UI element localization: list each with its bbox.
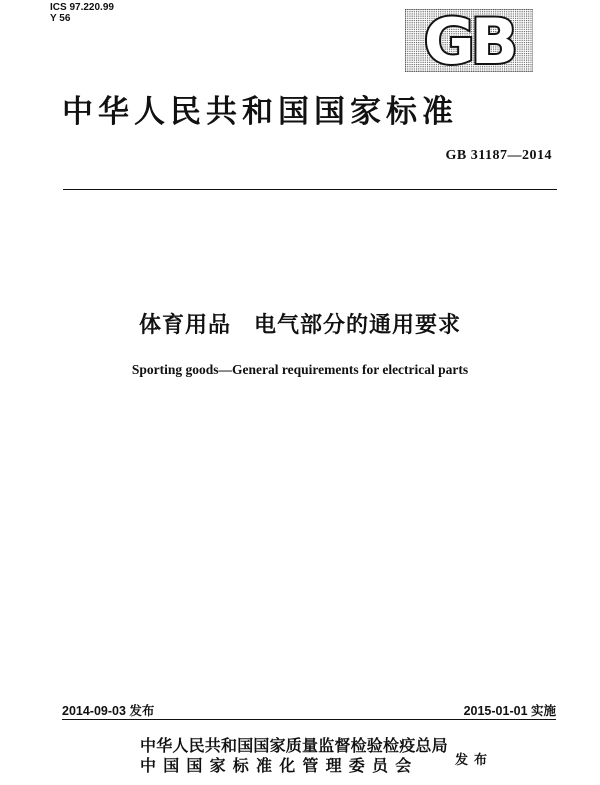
footer-divider [62,719,556,720]
issuing-authorities [140,736,448,776]
chinese-title: 体育用品 电气部分的通用要求 [138,313,461,338]
ccs-code: Y 56 [50,13,71,24]
gb-logo [405,9,533,72]
issue-date: 2014-09-03 发布 [62,704,155,718]
issuer-sac: 中国国家标准化管理委员会 [140,756,419,775]
gb-logo-text: GB [423,9,515,72]
publish-label: 发布 [455,753,494,768]
issuer-aqsiq: 中华人民共和国国家质量监督检验检疫总局 [140,736,448,755]
ics-code: ICS 97.220.99 [50,2,114,13]
national-standard-heading: 中华人民共和国国家标准 [62,94,458,130]
english-title: Sporting goods—General requirements for electrical parts [131,362,469,377]
classification-codes [50,2,114,24]
header-divider [63,189,557,190]
standard-number: GB 31187—2014 [445,148,552,163]
implementation-date: 2015-01-01 实施 [463,704,556,718]
